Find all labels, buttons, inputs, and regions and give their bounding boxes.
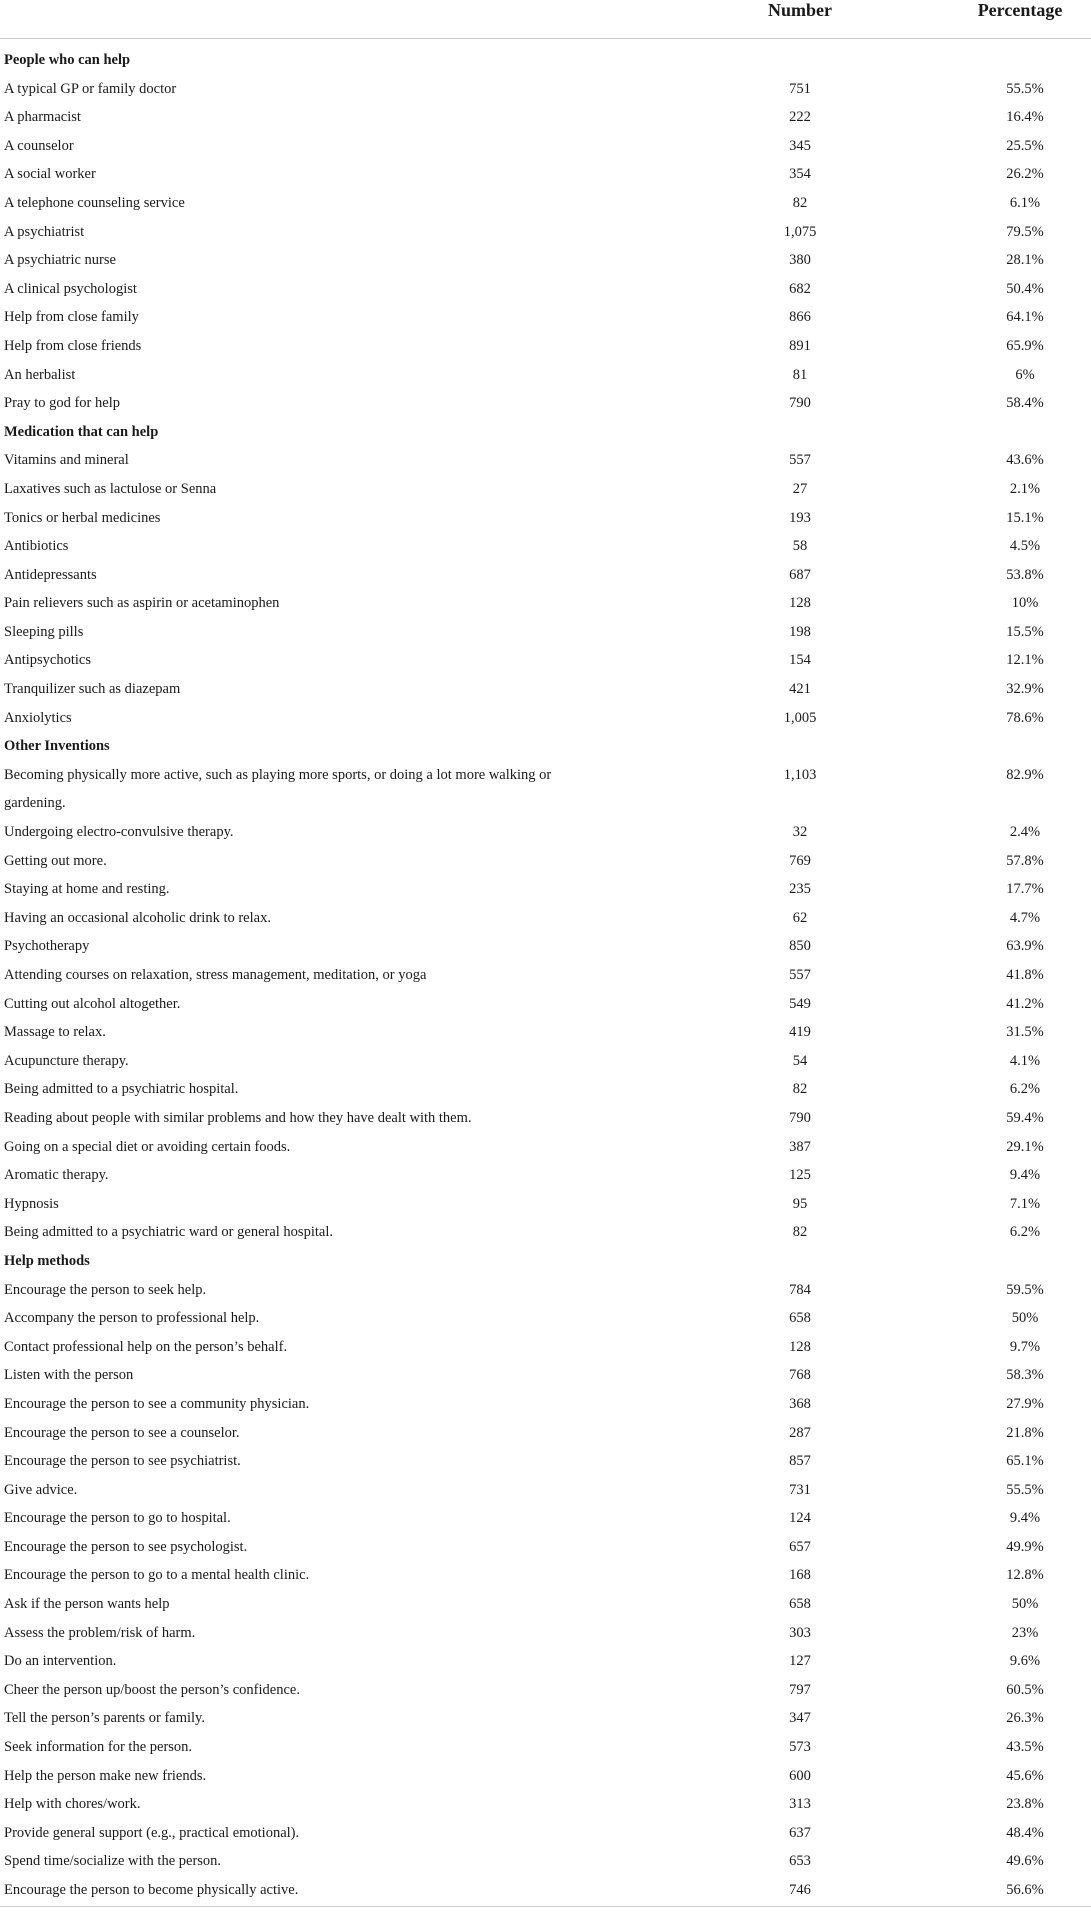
row-label: Do an intervention. (4, 1653, 117, 1670)
section-title: Medication that can help (4, 423, 159, 440)
section-header-row (0, 1240, 1091, 1269)
row-label: Vitamins and mineral (4, 452, 129, 469)
section-title: Other Inventions (4, 738, 110, 755)
table-row (0, 354, 1091, 383)
table-header (0, 0, 1091, 39)
row-number: 125 (789, 1167, 811, 1184)
row-label: A telephone counseling service (4, 194, 185, 211)
row-percentage: 59.4% (1006, 1109, 1044, 1126)
table-row (0, 1640, 1091, 1669)
row-percentage: 6.2% (1009, 1224, 1041, 1241)
row-label: A social worker (4, 166, 96, 183)
table-row (0, 1612, 1091, 1641)
row-percentage: 15.1% (1006, 509, 1044, 526)
table-row (0, 983, 1091, 1012)
table-row (0, 954, 1091, 983)
row-percentage: 7.1% (1009, 1195, 1041, 1212)
row-percentage: 58.4% (1006, 395, 1044, 412)
table-row (0, 239, 1091, 268)
row-percentage: 6.1% (1009, 194, 1041, 211)
row-percentage: 4.1% (1009, 1052, 1041, 1069)
row-number: 128 (789, 595, 811, 612)
row-label: Help from close friends (4, 337, 142, 354)
row-number: 557 (789, 452, 811, 469)
row-number: 891 (789, 337, 811, 354)
row-percentage: 10% (1011, 595, 1039, 612)
row-percentage: 25.5% (1006, 137, 1044, 154)
table-row (0, 1840, 1091, 1869)
table-body (0, 39, 1091, 1898)
row-percentage: 45.6% (1006, 1767, 1044, 1784)
section-header-row (0, 39, 1091, 68)
table-row (0, 468, 1091, 497)
row-percentage: 59.5% (1006, 1281, 1044, 1298)
row-percentage: 2.4% (1009, 824, 1041, 841)
row-number: 751 (789, 80, 811, 97)
table-row (0, 1211, 1091, 1240)
table-row (0, 840, 1091, 869)
row-label: Having an occasional alcoholic drink to relax. (4, 909, 271, 926)
row-label: Being admitted to a psychiatric hospital. (4, 1081, 239, 1098)
row-label: Sleeping pills (4, 623, 84, 640)
row-number: 419 (789, 1024, 811, 1041)
row-number: 128 (789, 1338, 811, 1355)
row-label: Undergoing electro-convulsive therapy. (4, 824, 234, 841)
row-number: 658 (789, 1310, 811, 1327)
row-label: Laxatives such as lactulose or Senna (4, 480, 217, 497)
table-row (0, 811, 1091, 840)
row-label: Tranquilizer such as diazepam (4, 681, 181, 698)
row-percentage: 49.9% (1006, 1538, 1044, 1555)
row-label: A psychiatrist (4, 223, 85, 240)
table-row (0, 582, 1091, 611)
table-row (0, 1011, 1091, 1040)
row-percentage: 2.1% (1009, 480, 1041, 497)
row-label: Encourage the person to see psychiatrist. (4, 1453, 241, 1470)
row-number: 421 (789, 681, 811, 698)
row-percentage: 43.5% (1006, 1739, 1044, 1756)
row-percentage: 58.3% (1006, 1367, 1044, 1384)
table-row (0, 1068, 1091, 1097)
row-label: Help the person make new friends. (4, 1767, 207, 1784)
row-percentage: 31.5% (1006, 1024, 1044, 1041)
row-number: 549 (789, 995, 811, 1012)
row-number: 82 (792, 1224, 808, 1241)
row-label: A clinical psychologist (4, 280, 137, 297)
row-number: 313 (789, 1796, 811, 1813)
row-percentage: 56.6% (1006, 1882, 1044, 1898)
table-row (0, 1554, 1091, 1583)
row-number: 347 (789, 1710, 811, 1727)
table-row (0, 268, 1091, 297)
row-number: 81 (792, 366, 808, 383)
row-label: Acupuncture therapy. (4, 1052, 129, 1069)
row-number: 168 (789, 1567, 811, 1584)
row-number: 850 (789, 938, 811, 955)
table-row (0, 1412, 1091, 1441)
row-percentage: 12.8% (1006, 1567, 1044, 1584)
table-row (0, 1383, 1091, 1412)
row-percentage: 57.8% (1006, 852, 1044, 869)
row-percentage: 16.4% (1006, 109, 1044, 126)
table-row (0, 211, 1091, 240)
row-label: Cutting out alcohol altogether. (4, 995, 181, 1012)
row-percentage: 17.7% (1006, 881, 1044, 898)
row-percentage: 26.2% (1006, 166, 1044, 183)
row-label: Pray to god for help (4, 395, 120, 412)
header-percentage: Percentage (977, 0, 1063, 20)
table-row (0, 1526, 1091, 1555)
row-percentage: 50.4% (1006, 280, 1044, 297)
row-number: 198 (789, 623, 811, 640)
table-row (0, 1583, 1091, 1612)
row-percentage: 78.6% (1006, 709, 1044, 726)
table-row (0, 439, 1091, 468)
table-row (0, 1755, 1091, 1784)
row-number: 27 (792, 480, 808, 497)
row-percentage: 26.3% (1006, 1710, 1044, 1727)
row-label: Staying at home and resting. (4, 881, 170, 898)
row-number: 82 (792, 1081, 808, 1098)
row-number: 557 (789, 967, 811, 983)
row-number: 345 (789, 137, 811, 154)
table-row (0, 497, 1091, 526)
row-label: A psychiatric nurse (4, 252, 116, 269)
row-number: 62 (792, 909, 808, 926)
row-percentage: 23% (1011, 1624, 1039, 1641)
row-percentage: 6.2% (1009, 1081, 1041, 1098)
row-percentage: 43.6% (1006, 452, 1044, 469)
table-row (0, 1269, 1091, 1298)
row-percentage: 60.5% (1006, 1681, 1044, 1698)
row-number: 866 (789, 309, 811, 326)
row-percentage: 4.7% (1009, 909, 1041, 926)
table-row (0, 1154, 1091, 1183)
row-label: Tell the person’s parents or family. (4, 1710, 205, 1727)
table-row (0, 1297, 1091, 1326)
row-label: Aromatic therapy. (4, 1167, 109, 1184)
table-row (0, 868, 1091, 897)
table-row (0, 1440, 1091, 1469)
row-number: 857 (789, 1453, 811, 1470)
table-row (0, 68, 1091, 97)
table-row (0, 668, 1091, 697)
row-label: Psychotherapy (4, 938, 90, 955)
section-title: Help methods (4, 1252, 90, 1269)
row-label: Encourage the person to seek help. (4, 1281, 207, 1298)
row-percentage: 15.5% (1006, 623, 1044, 640)
row-label: Antidepressants (4, 566, 97, 583)
table-row (0, 153, 1091, 182)
row-label: Cheer the person up/boost the person’s confidence. (4, 1681, 300, 1698)
row-number: 287 (789, 1424, 811, 1441)
row-number: 731 (789, 1481, 811, 1498)
row-label: Encourage the person to see psychologist. (4, 1538, 248, 1555)
table-row (0, 96, 1091, 125)
row-percentage: 64.1% (1006, 309, 1044, 326)
row-number: 682 (789, 280, 811, 297)
table-row (0, 1183, 1091, 1212)
table-row (0, 182, 1091, 211)
table-row (0, 296, 1091, 325)
row-label: Hypnosis (4, 1195, 59, 1212)
table-row (0, 1869, 1091, 1898)
row-label: Encourage the person to go to a mental health clinic. (4, 1567, 310, 1584)
row-percentage: 21.8% (1006, 1424, 1044, 1441)
row-percentage: 50% (1011, 1310, 1039, 1327)
header-number: Number (768, 0, 832, 20)
row-label: Give advice. (4, 1481, 78, 1498)
row-percentage: 65.1% (1006, 1453, 1044, 1470)
row-number: 790 (789, 395, 811, 412)
table-row (0, 639, 1091, 668)
row-label: Contact professional help on the person’s behalf. (4, 1338, 288, 1355)
table-row (0, 1354, 1091, 1383)
row-number: 657 (789, 1538, 811, 1555)
row-number: 658 (789, 1596, 811, 1613)
row-number: 58 (792, 538, 808, 555)
row-label: Being admitted to a psychiatric ward or general hospital. (4, 1224, 333, 1241)
table-row (0, 754, 1091, 811)
row-number: 784 (789, 1281, 811, 1298)
row-number: 769 (789, 852, 811, 869)
row-percentage: 79.5% (1006, 223, 1044, 240)
row-percentage: 9.4% (1009, 1510, 1041, 1527)
row-percentage: 55.5% (1006, 80, 1044, 97)
row-number: 95 (792, 1195, 808, 1212)
table-row (0, 1726, 1091, 1755)
table-row (0, 697, 1091, 726)
row-number: 1,103 (783, 766, 817, 783)
row-label: Tonics or herbal medicines (4, 509, 161, 526)
row-percentage: 12.1% (1006, 652, 1044, 669)
row-number: 380 (789, 252, 811, 269)
row-label: Encourage the person to go to hospital. (4, 1510, 231, 1527)
row-number: 193 (789, 509, 811, 526)
row-number: 768 (789, 1367, 811, 1384)
section-header-row (0, 411, 1091, 440)
row-label: Spend time/socialize with the person. (4, 1853, 222, 1870)
row-number: 746 (789, 1882, 811, 1898)
row-number: 790 (789, 1109, 811, 1126)
row-label: Antipsychotics (4, 652, 91, 669)
row-label: Encourage the person to become physically active. (4, 1882, 299, 1898)
row-number: 32 (792, 824, 808, 841)
row-percentage: 50% (1011, 1596, 1039, 1613)
row-percentage: 4.5% (1009, 538, 1041, 555)
row-label: Massage to relax. (4, 1024, 106, 1041)
row-label: Getting out more. (4, 852, 107, 869)
row-percentage: 9.7% (1009, 1338, 1041, 1355)
row-number: 54 (792, 1052, 808, 1069)
row-percentage: 49.6% (1006, 1853, 1044, 1870)
table-row (0, 1097, 1091, 1126)
row-label: Listen with the person (4, 1367, 134, 1384)
row-number: 127 (789, 1653, 811, 1670)
table-row (0, 1669, 1091, 1698)
row-percentage: 41.2% (1006, 995, 1044, 1012)
row-number: 368 (789, 1395, 811, 1412)
row-label: A pharmacist (4, 109, 81, 126)
row-number: 303 (789, 1624, 811, 1641)
row-number: 600 (789, 1767, 811, 1784)
row-number: 235 (789, 881, 811, 898)
table-row (0, 1326, 1091, 1355)
row-label: Attending courses on relaxation, stress management, meditation, or yoga (4, 967, 427, 983)
row-label: Encourage the person to see a counselor. (4, 1424, 240, 1441)
section-title: People who can help (4, 52, 131, 68)
table-row (0, 1497, 1091, 1526)
row-label: A typical GP or family doctor (4, 80, 177, 97)
row-percentage: 9.6% (1009, 1653, 1041, 1670)
row-percentage: 6% (1015, 366, 1035, 383)
row-label: Going on a special diet or avoiding certain foods. (4, 1138, 291, 1155)
row-percentage: 23.8% (1006, 1796, 1044, 1813)
table-bottom-rule (0, 1906, 1091, 1907)
row-label: Becoming physically more active, such as playing more sports, or doing a lot more walking or gardening. (4, 766, 552, 812)
row-number: 387 (789, 1138, 811, 1155)
table-row (0, 1469, 1091, 1498)
row-percentage: 27.9% (1006, 1395, 1044, 1412)
row-number: 354 (789, 166, 811, 183)
row-label: Seek information for the person. (4, 1739, 193, 1756)
row-percentage: 53.8% (1006, 566, 1044, 583)
row-number: 797 (789, 1681, 811, 1698)
table-row (0, 1126, 1091, 1155)
row-number: 124 (789, 1510, 811, 1527)
row-label: Anxiolytics (4, 709, 72, 726)
row-label: Pain relievers such as aspirin or acetaminophen (4, 595, 280, 612)
row-label: Encourage the person to see a community physician. (4, 1395, 310, 1412)
row-label: Accompany the person to professional help. (4, 1310, 260, 1327)
row-percentage: 32.9% (1006, 681, 1044, 698)
row-percentage: 55.5% (1006, 1481, 1044, 1498)
table-row (0, 325, 1091, 354)
section-header-row (0, 725, 1091, 754)
row-label: A counselor (4, 137, 74, 154)
row-label: An herbalist (4, 366, 76, 383)
table-row (0, 925, 1091, 954)
row-percentage: 48.4% (1006, 1824, 1044, 1841)
row-percentage: 28.1% (1006, 252, 1044, 269)
row-percentage: 29.1% (1006, 1138, 1044, 1155)
row-number: 687 (789, 566, 811, 583)
row-percentage: 65.9% (1006, 337, 1044, 354)
row-label: Assess the problem/risk of harm. (4, 1624, 196, 1641)
table-row (0, 1812, 1091, 1841)
row-number: 653 (789, 1853, 811, 1870)
row-number: 573 (789, 1739, 811, 1756)
row-label: Help from close family (4, 309, 139, 326)
table-row (0, 897, 1091, 926)
table-row (0, 1697, 1091, 1726)
row-percentage: 41.8% (1006, 967, 1044, 983)
table-row (0, 1040, 1091, 1069)
row-number: 637 (789, 1824, 811, 1841)
row-percentage: 63.9% (1006, 938, 1044, 955)
table-row (0, 525, 1091, 554)
row-number: 1,075 (783, 223, 817, 240)
table-row (0, 1783, 1091, 1812)
row-label: Help with chores/work. (4, 1796, 141, 1813)
table-row (0, 125, 1091, 154)
row-number: 82 (792, 194, 808, 211)
row-label: Reading about people with similar problems and how they have dealt with them. (4, 1109, 472, 1126)
row-label: Ask if the person wants help (4, 1596, 170, 1613)
row-number: 1,005 (783, 709, 817, 726)
row-percentage: 82.9% (1006, 766, 1044, 783)
row-label: Provide general support (e.g., practical emotional). (4, 1824, 300, 1841)
row-percentage: 9.4% (1009, 1167, 1041, 1184)
row-label: Antibiotics (4, 538, 69, 555)
table-row (0, 554, 1091, 583)
table-row (0, 382, 1091, 411)
row-number: 154 (789, 652, 811, 669)
row-number: 222 (789, 109, 811, 126)
table-row (0, 611, 1091, 640)
